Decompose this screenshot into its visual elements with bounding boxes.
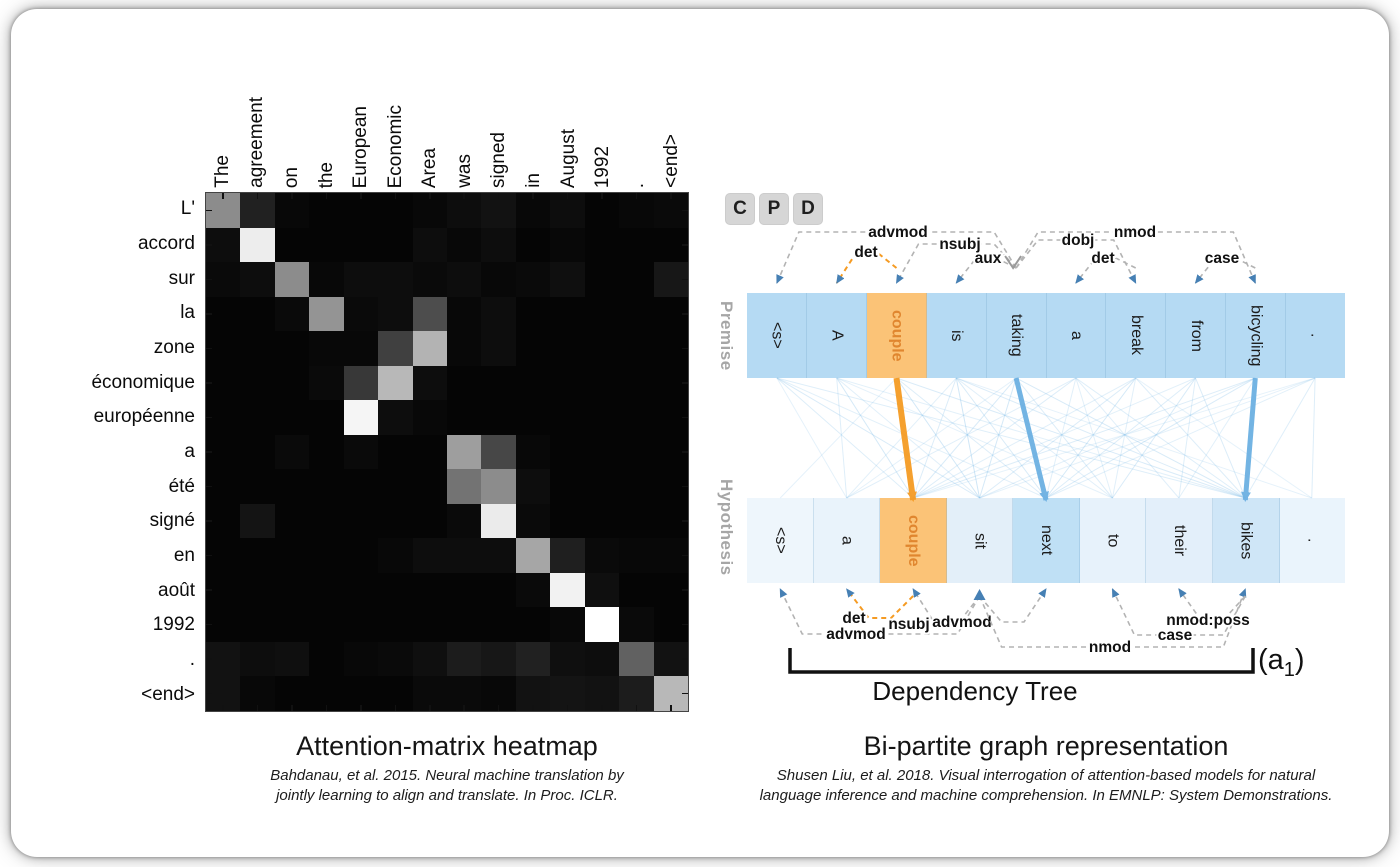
heatmap-cell	[619, 366, 653, 401]
dependency-label: dobj	[1061, 232, 1095, 249]
heatmap-cell	[344, 331, 378, 366]
heatmap-cell	[275, 331, 309, 366]
heatmap-cell	[206, 538, 240, 573]
heatmap-cell	[240, 228, 274, 263]
heatmap-cell	[206, 331, 240, 366]
heatmap-cell	[481, 607, 515, 642]
heatmap-row-label: août	[158, 579, 195, 601]
heatmap-cell	[240, 400, 274, 435]
dependency-label: advmod	[868, 224, 928, 241]
heatmap-cell	[206, 400, 240, 435]
heatmap-cell	[654, 366, 688, 401]
hypothesis-token[interactable]: .	[1280, 498, 1346, 583]
left-caption-attribution	[165, 766, 729, 806]
heatmap-cell	[309, 504, 343, 539]
heatmap-cell	[413, 262, 447, 297]
heatmap-cell	[206, 642, 240, 677]
left-caption-title: Attention-matrix heatmap	[296, 731, 598, 761]
hypothesis-label: Hypothesis	[717, 479, 736, 576]
premise-token[interactable]: bicycling	[1226, 293, 1286, 378]
heatmap-cell	[550, 538, 584, 573]
heatmap-cell	[619, 193, 653, 228]
toolbar-button-p[interactable]: P	[759, 193, 789, 225]
heatmap-cell	[516, 538, 550, 573]
heatmap-cell	[550, 297, 584, 332]
heatmap-col-label: was	[453, 154, 475, 188]
heatmap-cell	[344, 642, 378, 677]
left-attribution-line1: Bahdanau, et al. 2015. Neural machine translation by	[270, 767, 624, 784]
heatmap-cell	[344, 193, 378, 228]
heatmap-col-label: Area	[419, 147, 441, 188]
heatmap-cell	[481, 504, 515, 539]
heatmap-cell	[344, 573, 378, 608]
heatmap-row-label: sur	[168, 267, 195, 289]
premise-token[interactable]: break	[1106, 293, 1166, 378]
heatmap-cell	[240, 469, 274, 504]
heatmap-cell	[585, 228, 619, 263]
heatmap-cell	[516, 331, 550, 366]
heatmap-cell	[344, 297, 378, 332]
heatmap-row-label: L'	[180, 198, 195, 220]
heatmap-cell	[309, 331, 343, 366]
premise-token[interactable]: .	[1286, 293, 1345, 378]
heatmap-cell	[344, 607, 378, 642]
heatmap-cell	[275, 435, 309, 470]
heatmap-cell	[619, 400, 653, 435]
heatmap-cell	[275, 366, 309, 401]
heatmap-cell	[516, 573, 550, 608]
heatmap-cell	[481, 228, 515, 263]
heatmap-cell	[240, 297, 274, 332]
heatmap-cell	[240, 193, 274, 228]
heatmap-cell	[654, 435, 688, 470]
heatmap-cell	[275, 400, 309, 435]
heatmap-cell	[619, 538, 653, 573]
heatmap-cell	[654, 504, 688, 539]
heatmap-cell	[447, 297, 481, 332]
premise-token[interactable]: A	[807, 293, 867, 378]
heatmap-cell	[240, 573, 274, 608]
heatmap-cell	[206, 366, 240, 401]
heatmap-cell	[378, 297, 412, 332]
heatmap-cell	[206, 297, 240, 332]
heatmap-cell	[654, 400, 688, 435]
heatmap-cell	[378, 228, 412, 263]
heatmap-cell	[378, 538, 412, 573]
heatmap-cell	[344, 435, 378, 470]
dependency-label: det	[842, 610, 866, 627]
heatmap-cell	[344, 676, 378, 711]
heatmap-cell	[344, 366, 378, 401]
heatmap-cell	[309, 676, 343, 711]
heatmap-cell	[654, 331, 688, 366]
heatmap-cell	[275, 642, 309, 677]
heatmap-cell	[378, 193, 412, 228]
heatmap-cell	[447, 228, 481, 263]
heatmap-cell	[413, 435, 447, 470]
heatmap-cell	[447, 538, 481, 573]
heatmap-cell	[413, 228, 447, 263]
heatmap-grid	[206, 193, 688, 711]
heatmap-cell	[240, 642, 274, 677]
heatmap-cell	[309, 607, 343, 642]
heatmap-cell	[240, 607, 274, 642]
heatmap-cell	[413, 331, 447, 366]
premise-band	[747, 293, 1345, 378]
heatmap-cell	[378, 435, 412, 470]
heatmap-cell	[585, 469, 619, 504]
premise-token[interactable]: a	[1047, 293, 1107, 378]
heatmap-cell	[413, 573, 447, 608]
heatmap-cell	[447, 435, 481, 470]
heatmap-col-label: in	[522, 173, 544, 188]
heatmap-cell	[413, 642, 447, 677]
heatmap-cell	[654, 297, 688, 332]
heatmap-cell	[447, 469, 481, 504]
heatmap-cell	[413, 400, 447, 435]
right-caption-attribution	[735, 766, 1357, 806]
heatmap-cell	[378, 262, 412, 297]
heatmap-column-labels	[205, 38, 689, 188]
heatmap-cell	[309, 435, 343, 470]
heatmap-cell	[240, 504, 274, 539]
heatmap-cell	[481, 538, 515, 573]
dependency-tree-label: Dependency Tree	[872, 676, 1078, 706]
heatmap-cell	[619, 676, 653, 711]
heatmap-cell	[585, 538, 619, 573]
heatmap-cell	[378, 366, 412, 401]
hypothesis-token[interactable]: next	[1013, 498, 1080, 583]
heatmap-cell	[309, 400, 343, 435]
heatmap-cell	[550, 607, 584, 642]
premise-label: Premise	[717, 300, 736, 371]
toolbar-button-d[interactable]: D	[793, 193, 823, 225]
hypothesis-token[interactable]: to	[1080, 498, 1147, 583]
heatmap-cell	[619, 331, 653, 366]
heatmap-cell	[550, 331, 584, 366]
heatmap-cell	[481, 297, 515, 332]
heatmap-cell	[206, 676, 240, 711]
premise-token[interactable]: taking	[987, 293, 1047, 378]
premise-token[interactable]: from	[1166, 293, 1226, 378]
heatmap-cell	[447, 504, 481, 539]
heatmap-cell	[378, 331, 412, 366]
heatmap-cell	[481, 366, 515, 401]
heatmap-cell	[275, 573, 309, 608]
heatmap-cell	[309, 538, 343, 573]
heatmap-cell	[344, 469, 378, 504]
heatmap-cell	[481, 573, 515, 608]
hypothesis-token[interactable]: a	[814, 498, 881, 583]
heatmap-row-label: 1992	[152, 614, 195, 636]
heatmap-cell	[309, 297, 343, 332]
heatmap-cell	[447, 331, 481, 366]
heatmap-row-label: en	[173, 545, 195, 567]
dependency-label: nsubj	[939, 236, 981, 253]
heatmap-col-label: <end>	[661, 134, 683, 188]
heatmap-cell	[344, 228, 378, 263]
heatmap-col-label: The	[211, 155, 233, 188]
heatmap-cell	[585, 504, 619, 539]
heatmap-cell	[413, 538, 447, 573]
hypothesis-token[interactable]: their	[1146, 498, 1213, 583]
heatmap-cell	[619, 262, 653, 297]
heatmap-row-label: zone	[153, 337, 195, 359]
heatmap-row-label: .	[189, 649, 195, 671]
heatmap-cell	[585, 573, 619, 608]
toolbar-button-c[interactable]: C	[725, 193, 755, 225]
heatmap-cell	[447, 193, 481, 228]
heatmap-cell	[447, 676, 481, 711]
hypothesis-token[interactable]: sit	[947, 498, 1014, 583]
heatmap-cell	[550, 262, 584, 297]
heatmap-cell	[275, 262, 309, 297]
heatmap-cell	[378, 504, 412, 539]
heatmap-cell	[447, 607, 481, 642]
heatmap-cell	[413, 504, 447, 539]
heatmap-cell	[550, 642, 584, 677]
heatmap-cell	[378, 400, 412, 435]
heatmap-cell	[447, 400, 481, 435]
heatmap-cell	[585, 193, 619, 228]
heatmap-cell	[654, 262, 688, 297]
heatmap-cell	[654, 642, 688, 677]
heatmap-cell	[240, 538, 274, 573]
heatmap-cell	[240, 676, 274, 711]
heatmap-cell	[516, 366, 550, 401]
heatmap-cell	[654, 193, 688, 228]
heatmap-cell	[550, 435, 584, 470]
heatmap-cell	[206, 504, 240, 539]
heatmap-cell	[481, 469, 515, 504]
heatmap-row-label: accord	[137, 233, 195, 254]
heatmap-cell	[585, 262, 619, 297]
heatmap-cell	[550, 228, 584, 263]
dependency-label: det	[1091, 250, 1115, 267]
heatmap-row-label: a	[184, 441, 195, 463]
heatmap-cell	[550, 366, 584, 401]
heatmap-cell	[481, 193, 515, 228]
heatmap-cell	[619, 297, 653, 332]
heatmap-col-label: agreement	[246, 97, 268, 188]
heatmap-cell	[344, 504, 378, 539]
heatmap-cell	[447, 366, 481, 401]
heatmap-cell	[550, 400, 584, 435]
dependency-label: nmod	[1113, 224, 1157, 241]
heatmap-cell	[206, 228, 240, 263]
heatmap-cell	[309, 642, 343, 677]
heatmap-cell	[275, 297, 309, 332]
heatmap-cell	[585, 607, 619, 642]
heatmap-cell	[275, 469, 309, 504]
heatmap-cell	[481, 262, 515, 297]
heatmap-cell	[516, 642, 550, 677]
toolbar	[725, 193, 823, 225]
heatmap-col-label: .	[626, 182, 648, 188]
dependency-label: nmod	[1088, 639, 1132, 656]
heatmap-cell	[516, 676, 550, 711]
heatmap-cell	[275, 676, 309, 711]
heatmap-cell	[619, 642, 653, 677]
heatmap-cell	[585, 435, 619, 470]
heatmap-cell	[275, 228, 309, 263]
heatmap-row-labels	[28, 192, 200, 712]
heatmap-cell	[516, 435, 550, 470]
heatmap-cell	[275, 504, 309, 539]
heatmap-cell	[481, 400, 515, 435]
heatmap-cell	[516, 228, 550, 263]
dependency-label: det	[854, 244, 878, 261]
heatmap-cell	[378, 573, 412, 608]
heatmap-cell	[654, 573, 688, 608]
hypothesis-token[interactable]: <s>	[747, 498, 814, 583]
heatmap-cell	[344, 262, 378, 297]
heatmap-cell	[378, 607, 412, 642]
heatmap-cell	[516, 297, 550, 332]
heatmap-cell	[309, 366, 343, 401]
heatmap-col-label: the	[315, 161, 337, 188]
heatmap-cell	[309, 228, 343, 263]
dependency-label: case	[1204, 250, 1240, 267]
heatmap-cell	[309, 193, 343, 228]
heatmap-cell	[654, 228, 688, 263]
heatmap-cell	[585, 400, 619, 435]
heatmap-cell	[550, 676, 584, 711]
heatmap-row-label: économique	[91, 371, 195, 393]
heatmap-cell	[378, 469, 412, 504]
heatmap-cell	[481, 642, 515, 677]
heatmap-cell	[516, 607, 550, 642]
heatmap-cell	[516, 504, 550, 539]
heatmap-cell	[275, 193, 309, 228]
heatmap-cell	[516, 262, 550, 297]
heatmap-row-label: européenne	[93, 406, 195, 428]
heatmap-cell	[344, 538, 378, 573]
dependency-label: nmod:poss	[1166, 612, 1250, 629]
heatmap-cell	[619, 435, 653, 470]
dependency-label: advmod	[932, 614, 992, 631]
premise-token[interactable]: couple	[867, 293, 927, 378]
hypothesis-token[interactable]: couple	[880, 498, 947, 583]
heatmap-cell	[654, 676, 688, 711]
heatmap-cell	[585, 297, 619, 332]
premise-token[interactable]: <s>	[747, 293, 807, 378]
heatmap-cell	[413, 366, 447, 401]
premise-token[interactable]: is	[927, 293, 987, 378]
heatmap-cell	[240, 366, 274, 401]
heatmap-cell	[585, 331, 619, 366]
heatmap-cell	[550, 193, 584, 228]
heatmap-cell	[550, 504, 584, 539]
heatmap-cell	[516, 469, 550, 504]
heatmap-cell	[481, 331, 515, 366]
heatmap-cell	[481, 435, 515, 470]
heatmap-cell	[413, 193, 447, 228]
heatmap-row-label: été	[168, 475, 195, 497]
heatmap-cell	[309, 469, 343, 504]
heatmap-cell	[585, 642, 619, 677]
left-attribution-line2: jointly learning to align and translate. In Proc. ICLR.	[276, 787, 618, 804]
heatmap-cell	[413, 676, 447, 711]
heatmap-row-label: <end>	[141, 683, 195, 705]
heatmap-cell	[447, 573, 481, 608]
heatmap-col-label: Economic	[384, 104, 406, 188]
heatmap-cell	[481, 676, 515, 711]
heatmap-col-label: signed	[488, 132, 510, 188]
dependency-label: nsubj	[888, 616, 930, 633]
attention-heatmap	[205, 192, 689, 712]
right-attribution-line2: language inference and machine comprehension. In EMNLP: System Demonstrations.	[759, 787, 1333, 804]
heatmap-cell	[654, 607, 688, 642]
heatmap-cell	[275, 607, 309, 642]
heatmap-row-label: signé	[149, 510, 195, 532]
right-caption-title: Bi-partite graph representation	[863, 731, 1229, 761]
dependency-label: case	[1157, 627, 1193, 644]
heatmap-cell	[240, 435, 274, 470]
heatmap-cell	[585, 366, 619, 401]
dependency-label: aux	[974, 250, 1002, 267]
heatmap-cell	[619, 228, 653, 263]
heatmap-cell	[447, 642, 481, 677]
heatmap-cell	[516, 400, 550, 435]
heatmap-col-label: on	[280, 166, 302, 188]
heatmap-cell	[619, 469, 653, 504]
heatmap-cell	[240, 262, 274, 297]
heatmap-cell	[516, 193, 550, 228]
heatmap-col-label: European	[350, 105, 372, 188]
dependency-label: advmod	[826, 626, 886, 643]
hypothesis-band	[747, 498, 1345, 583]
heatmap-cell	[654, 538, 688, 573]
heatmap-cell	[206, 262, 240, 297]
heatmap-cell	[206, 573, 240, 608]
heatmap-cell	[309, 262, 343, 297]
heatmap-cell	[550, 573, 584, 608]
hypothesis-token[interactable]: bikes	[1213, 498, 1280, 583]
heatmap-cell	[344, 400, 378, 435]
heatmap-cell	[206, 435, 240, 470]
heatmap-col-label: August	[557, 128, 579, 188]
heatmap-cell	[619, 573, 653, 608]
heatmap-cell	[413, 297, 447, 332]
heatmap-cell	[413, 469, 447, 504]
heatmap-cell	[240, 331, 274, 366]
heatmap-cell	[619, 504, 653, 539]
heatmap-cell	[275, 538, 309, 573]
right-attribution-line1: Shusen Liu, et al. 2018. Visual interrogation of attention-based models for natural	[776, 767, 1316, 784]
heatmap-cell	[206, 193, 240, 228]
heatmap-cell	[654, 469, 688, 504]
heatmap-cell	[447, 262, 481, 297]
heatmap-cell	[206, 607, 240, 642]
heatmap-cell	[550, 469, 584, 504]
heatmap-cell	[309, 573, 343, 608]
heatmap-cell	[413, 607, 447, 642]
heatmap-col-label: 1992	[592, 145, 614, 188]
heatmap-cell	[206, 469, 240, 504]
heatmap-cell	[378, 676, 412, 711]
heatmap-cell	[619, 607, 653, 642]
heatmap-cell	[378, 642, 412, 677]
heatmap-row-label: la	[180, 302, 195, 324]
heatmap-cell	[585, 676, 619, 711]
annotation-a1: $(a_1)$	[1258, 644, 1305, 681]
